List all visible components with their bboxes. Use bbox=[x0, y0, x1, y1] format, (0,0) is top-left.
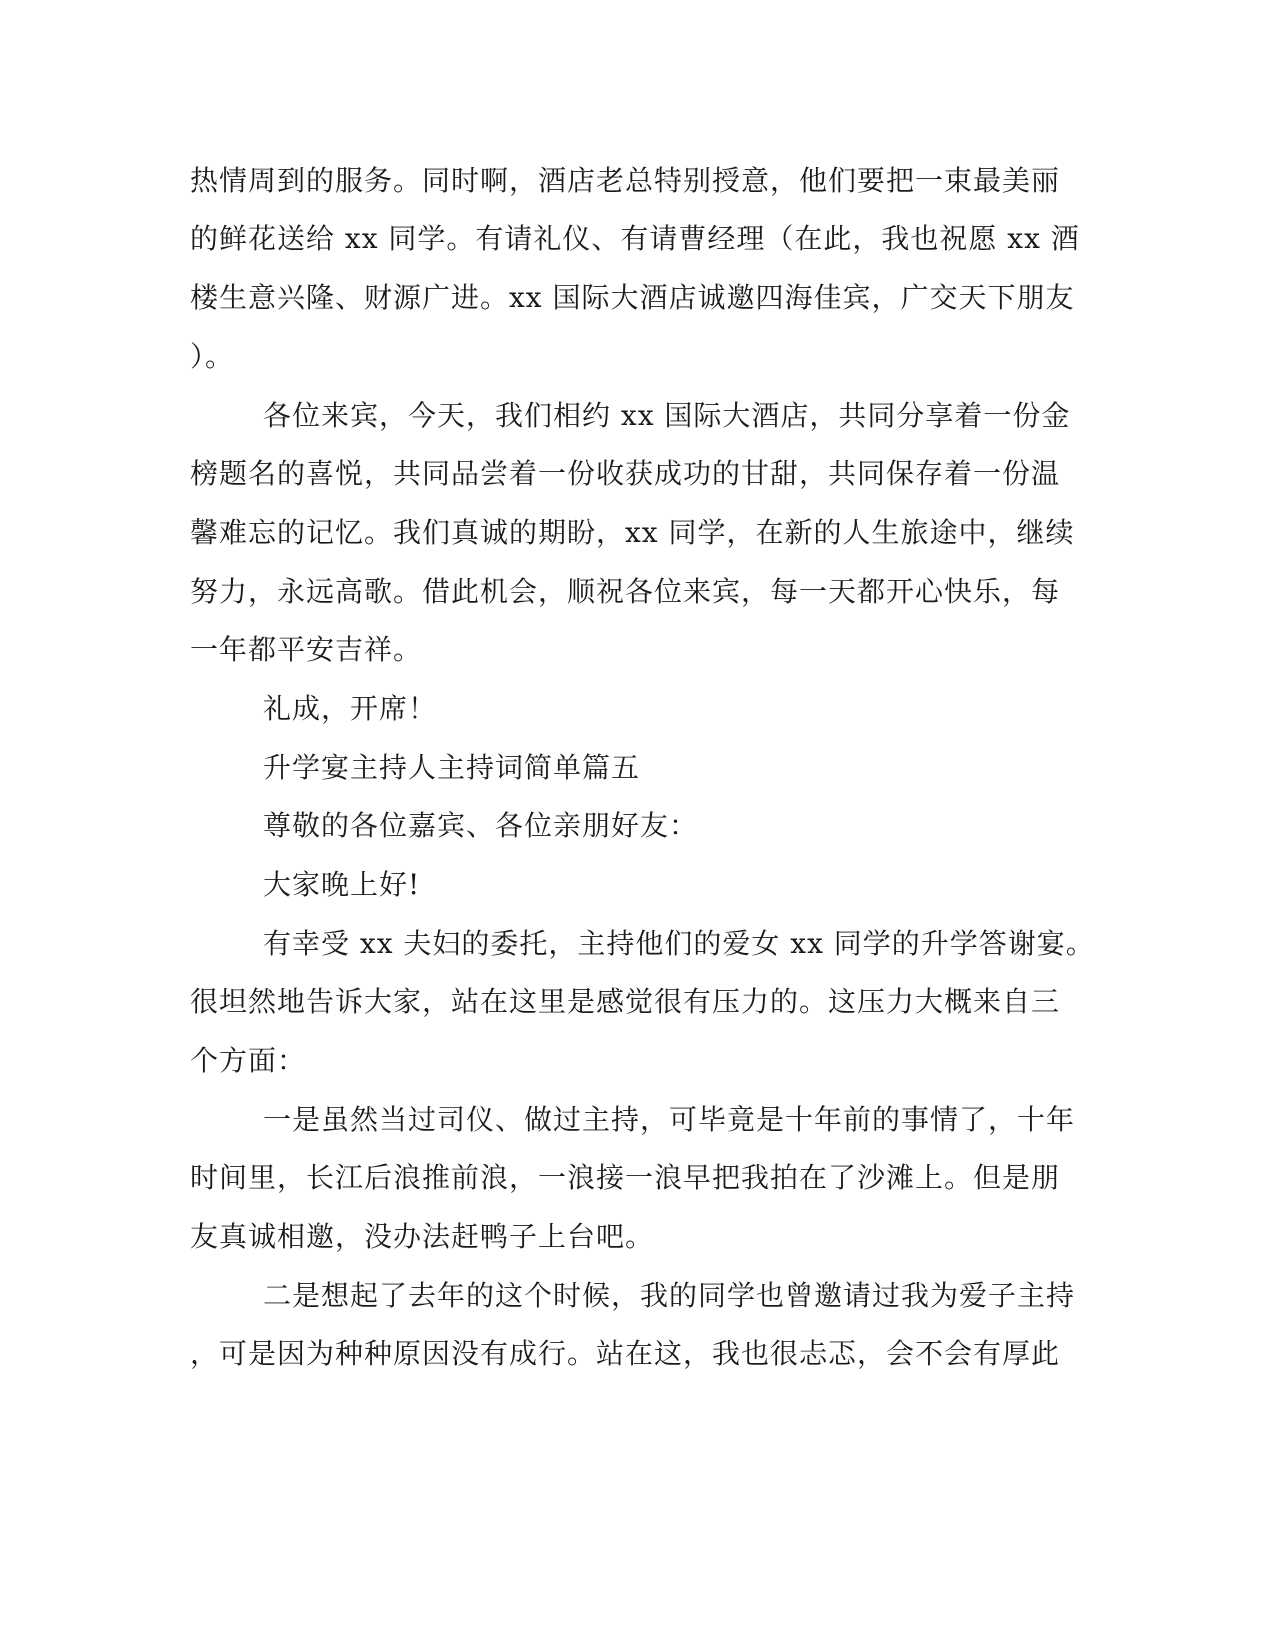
text-line: ，可是因为种种原因没有成行。站在这，我也很忐忑，会不会有厚此 bbox=[190, 1337, 1061, 1370]
greeting: 大家晚上好! bbox=[263, 868, 421, 901]
section-heading: 升学宴主持人主持词简单篇五 bbox=[263, 751, 641, 784]
text-line: 个方面： bbox=[190, 1044, 307, 1077]
text-line: 馨难忘的记忆。我们真诚的期盼，xx 同学，在新的人生旅途中，继续 bbox=[190, 516, 1075, 549]
text-line: 很坦然地告诉大家，站在这里是感觉很有压力的。这压力大概来自三 bbox=[190, 985, 1061, 1018]
text-line: 榜题名的喜悦，共同品尝着一份收获成功的甘甜，共同保存着一份温 bbox=[190, 457, 1061, 490]
text-line: 时间里，长江后浪推前浪，一浪接一浪早把我拍在了沙滩上。但是朋 bbox=[190, 1161, 1061, 1194]
text-line: 友真诚相邀，没办法赶鸭子上台吧。 bbox=[190, 1220, 655, 1253]
text-line: 楼生意兴隆、财源广进。xx 国际大酒店诚邀四海佳宾，广交天下朋友 bbox=[190, 281, 1075, 314]
text-line: 努力，永远高歌。借此机会，顺祝各位来宾，每一天都开心快乐，每 bbox=[190, 575, 1061, 608]
text-line: ）。 bbox=[190, 340, 235, 373]
paragraph-first-line: 二是想起了去年的这个时候，我的同学也曾邀请过我为爱子主持 bbox=[263, 1279, 1076, 1312]
paragraph-first-line: 各位来宾，今天，我们相约 xx 国际大酒店，共同分享着一份金 bbox=[263, 399, 1071, 432]
text-line: 热情周到的服务。同时啊，酒店老总特别授意，他们要把一束最美丽 bbox=[190, 164, 1061, 197]
closing-line: 礼成，开席！ bbox=[263, 692, 438, 725]
salutation: 尊敬的各位嘉宾、各位亲朋好友： bbox=[263, 809, 699, 842]
paragraph-first-line: 一是虽然当过司仪、做过主持，可毕竟是十年前的事情了，十年 bbox=[263, 1103, 1076, 1136]
text-line: 的鲜花送给 xx 同学。有请礼仪、有请曹经理（在此，我也祝愿 xx 酒 bbox=[190, 222, 1080, 255]
paragraph-first-line: 有幸受 xx 夫妇的委托，主持他们的爱女 xx 同学的升学答谢宴。 bbox=[263, 927, 1095, 960]
text-line: 一年都平安吉祥。 bbox=[190, 633, 423, 666]
